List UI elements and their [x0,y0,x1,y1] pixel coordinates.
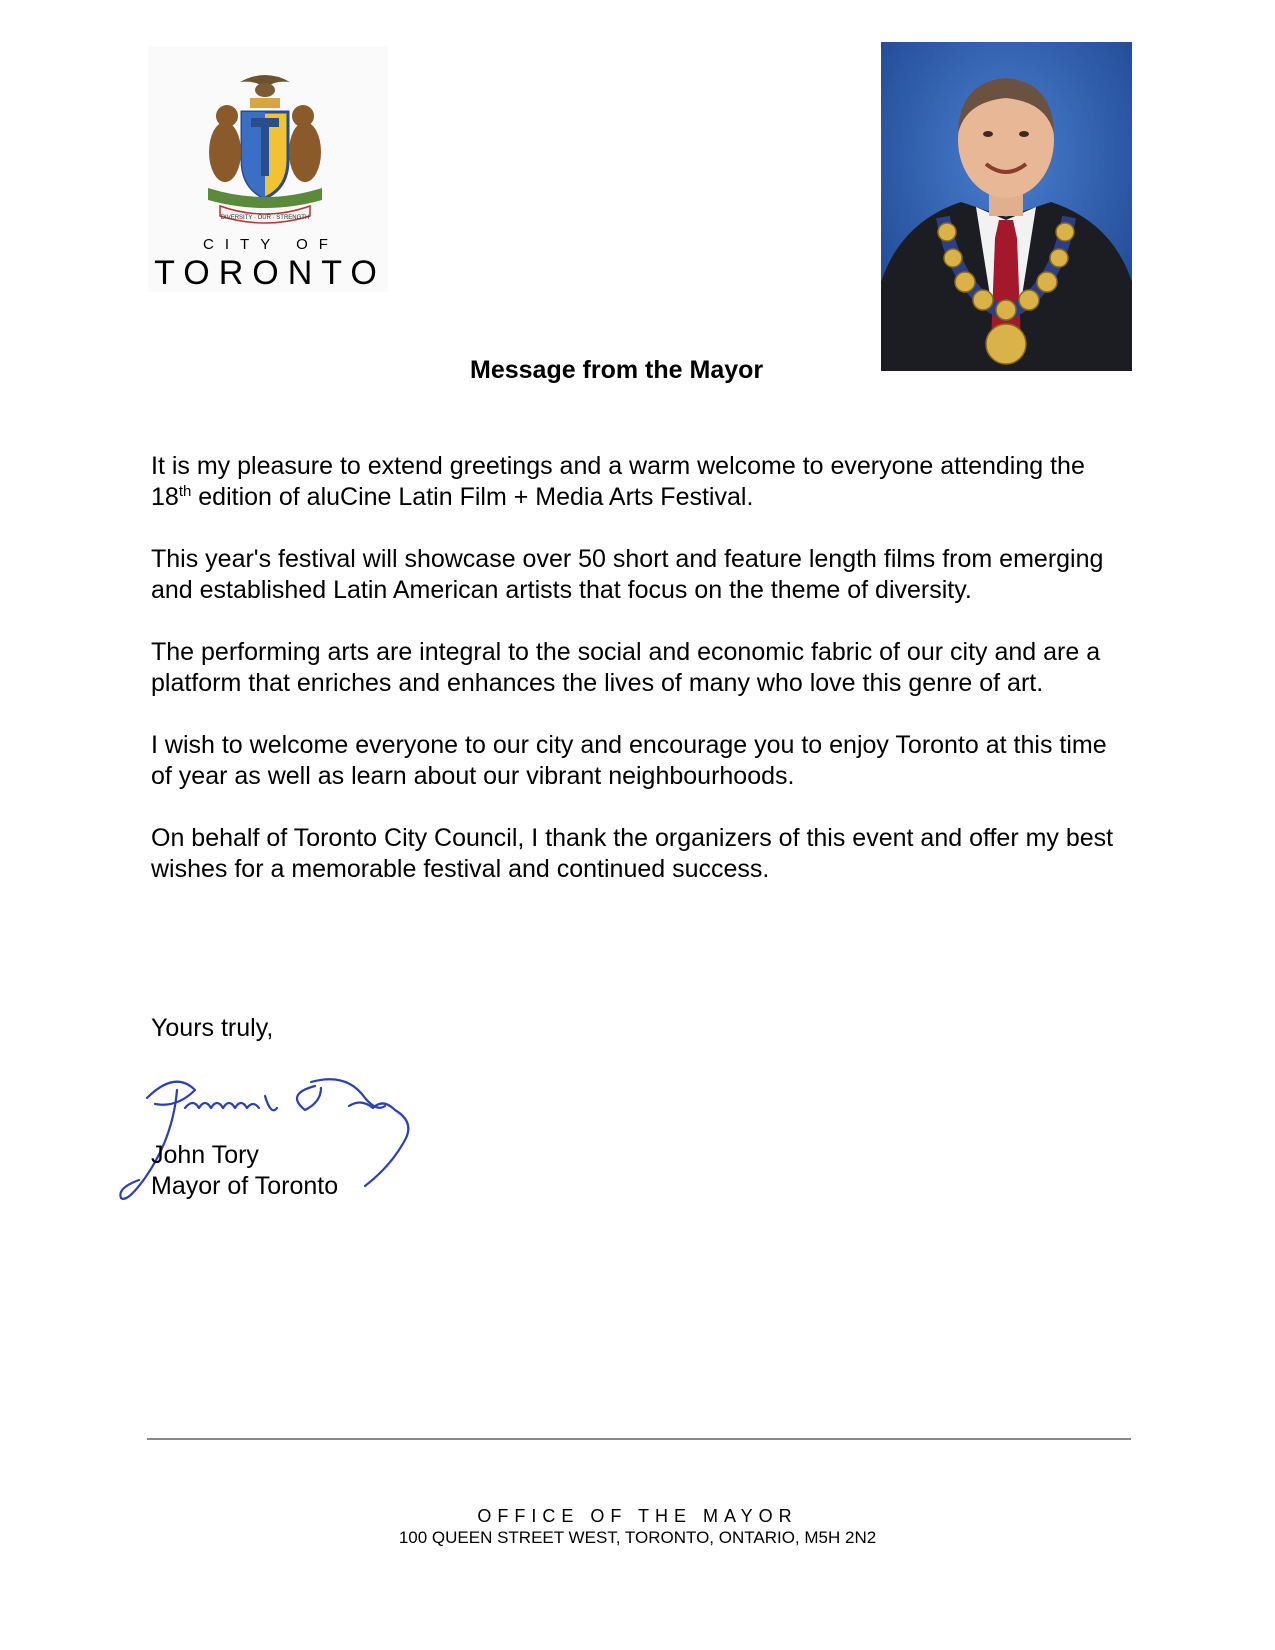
mayor-portrait [881,42,1132,371]
ordinal-suffix: th [178,483,192,500]
paragraph-1-end: edition of aluCine Latin Film + Media Arts Festival. [191,483,754,511]
signer-title: Mayor of Toronto [151,1172,339,1200]
paragraph-3: The performing arts are integral to the social and economic fabric of our city and are a platform that enriches and enhances the lives of many who love this genre of art. [151,638,1101,697]
closing: Yours truly, [151,1014,274,1042]
paragraph-2: This year's festival will showcase over 50 short and feature length films from emerging and established Latin American artists that focus on the theme of diversity. [151,545,1104,604]
paragraph-1 [151,451,1131,513]
logo-toronto: TORONTO [154,254,386,292]
paragraph-5: On behalf of Toronto City Council, I thank the organizers of this event and offer my best wishes for a memorable festival and continued success. [151,824,1114,883]
logo-motto: DIVERSITY · OUR · STRENGTH [220,215,310,221]
coat-of-arms-icon [180,60,350,230]
footer-office: OFFICE OF THE MAYOR [477,1506,798,1526]
footer-address: 100 QUEEN STREET WEST, TORONTO, ONTARIO, M5H 2N2 [398,1528,877,1547]
portrait-image [881,42,1132,371]
letter-body [151,451,1131,916]
logo-city-of: CITY OF [203,236,339,253]
city-logo [148,46,388,292]
paragraph-1-start: It is my pleasure to extend greetings and a warm welcome to everyone attending the 18 [151,452,1085,511]
paragraph-4: I wish to welcome everyone to our city and encourage you to enjoy Toronto at this time of year as well as learn about our vibrant neighbourhoods. [151,731,1107,790]
page-title: Message from the Mayor [470,356,764,384]
footer-divider [147,1438,1131,1440]
signer-name: John Tory [151,1141,259,1169]
